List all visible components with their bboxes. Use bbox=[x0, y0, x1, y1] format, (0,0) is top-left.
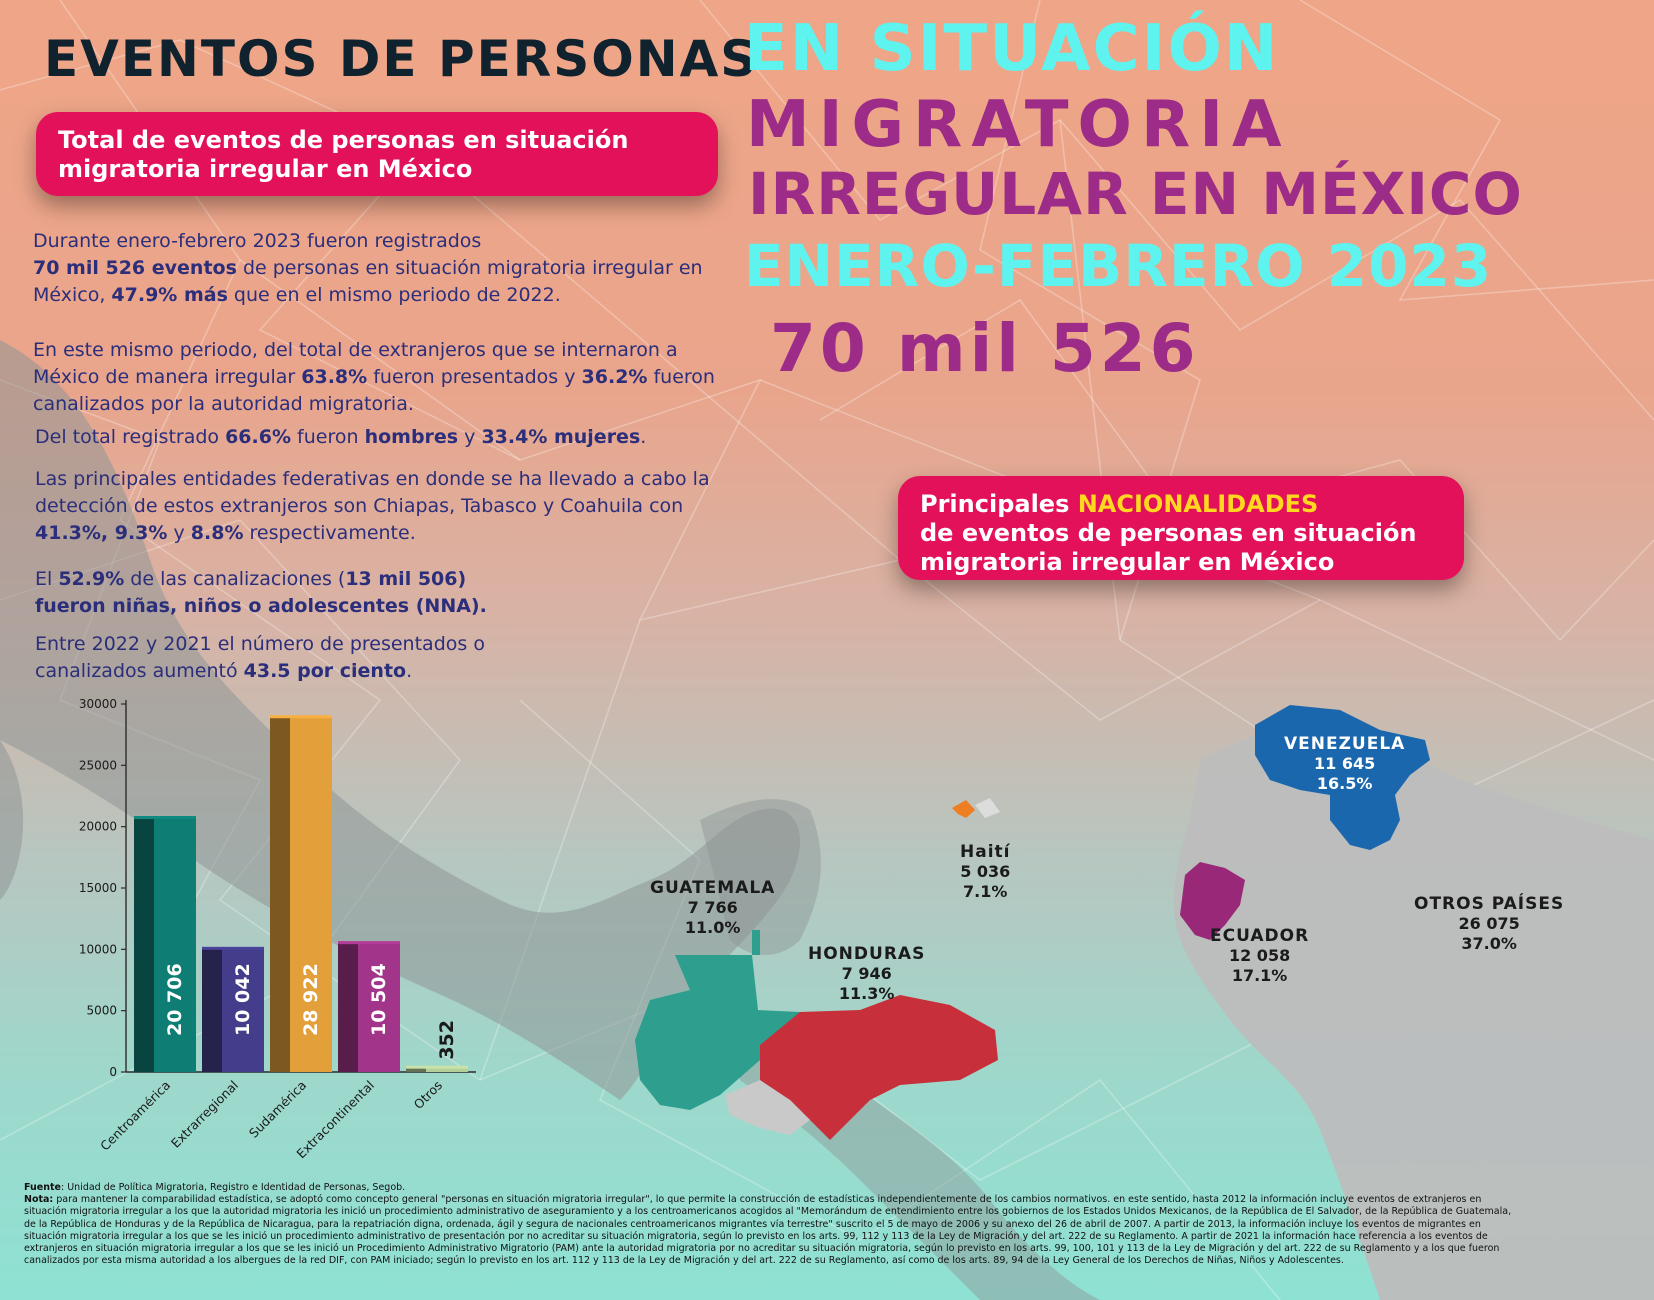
category-label-2: Sudamérica bbox=[245, 1077, 310, 1141]
bar-side-1 bbox=[202, 949, 222, 1072]
label-venezuela bbox=[1284, 734, 1405, 794]
bar-side-3 bbox=[338, 943, 358, 1072]
p6-text-c: . bbox=[406, 660, 413, 682]
p5-bold-pct: 52.9% bbox=[58, 568, 125, 590]
guatemala-value: 7 766 bbox=[687, 898, 738, 917]
haiti-pct: 7.1% bbox=[963, 882, 1008, 901]
p3-text-g: . bbox=[640, 426, 647, 448]
total-events-pill-text: Total de eventos de personas en situación migratoria irregular en México bbox=[58, 126, 629, 183]
p3-bold-men-pct: 66.6% bbox=[225, 426, 291, 448]
p1-text-a: Durante enero-febrero 2023 fueron registrados bbox=[33, 230, 482, 252]
dominican-republic-shape bbox=[975, 798, 1000, 818]
paragraph-growth bbox=[35, 631, 535, 685]
venezuela-name: VENEZUELA bbox=[1284, 734, 1406, 754]
p5-bold-minors: fueron niñas, niños o adolescentes (NNA). bbox=[35, 595, 487, 617]
otros-pct: 37.0% bbox=[1461, 934, 1517, 953]
p2-text-a: En este mismo periodo, del total de extranjeros que se internaron a México de manera irregular bbox=[33, 339, 678, 388]
p1-text-e: que en el mismo periodo de 2022. bbox=[227, 284, 561, 306]
p4-text-c: y bbox=[167, 522, 191, 544]
guatemala-name: GUATEMALA bbox=[650, 878, 776, 898]
y-tick-label: 15000 bbox=[78, 881, 117, 895]
bar-value-label-4: 352 bbox=[436, 1020, 458, 1060]
otros-value: 26 075 bbox=[1458, 914, 1520, 933]
p2-text-e: fueron canalizados por la autoridad migratoria. bbox=[33, 366, 715, 415]
p5-text-a: El bbox=[35, 568, 59, 590]
y-tick-label: 10000 bbox=[78, 942, 117, 957]
category-label-0: Centroamérica bbox=[97, 1077, 174, 1154]
venezuela-value: 11 645 bbox=[1314, 754, 1376, 773]
paragraph-states bbox=[35, 466, 715, 547]
title-line-2: EN SITUACIÓN bbox=[744, 12, 1280, 86]
total-events-pill bbox=[36, 112, 718, 196]
p3-text-c: fueron bbox=[291, 426, 365, 448]
title-line-5: ENERO-FEBRERO 2023 bbox=[744, 232, 1493, 300]
ecuador-name: ECUADOR bbox=[1210, 926, 1310, 946]
paragraph-presented bbox=[33, 337, 733, 418]
footnote bbox=[24, 1182, 1520, 1267]
bar-top-4 bbox=[406, 1066, 468, 1069]
p3-bold-men: hombres bbox=[364, 426, 459, 448]
y-tick-label: 20000 bbox=[78, 819, 117, 834]
otros-name: OTROS PAÍSES bbox=[1414, 894, 1565, 914]
p2-text-c: fueron presentados y bbox=[367, 366, 582, 388]
p6-bold-growth: 43.5 por ciento bbox=[243, 660, 407, 682]
nationalities-pill-accent: NACIONALIDADES bbox=[1077, 490, 1319, 518]
p4-text-a: Las principales entidades federativas en donde se ha llevado a cabo la detección de estos extranjeros son Chiapas, Tabasco y Coahuila con bbox=[35, 468, 710, 517]
title-line-3: MIGRATORIA bbox=[746, 88, 1291, 162]
footnote-fuente-label: Fuente bbox=[24, 1182, 61, 1193]
p4-bold-pcts: 41.3%, 9.3% bbox=[35, 522, 168, 544]
category-label-3: Extracontinental bbox=[293, 1077, 378, 1162]
p4-bold-pct3: 8.8% bbox=[190, 522, 244, 544]
p3-text-e: y bbox=[458, 426, 482, 448]
haiti-name: Haití bbox=[960, 842, 1011, 862]
bar-value-label-2: 28 922 bbox=[300, 963, 322, 1036]
y-tick-label: 0 bbox=[109, 1065, 117, 1079]
label-guatemala bbox=[650, 878, 775, 938]
bar-value-label-1: 10 042 bbox=[232, 963, 254, 1036]
paragraph-gender bbox=[35, 424, 735, 451]
nationalities-pill bbox=[898, 476, 1464, 580]
p2-bold-presented: 63.8% bbox=[301, 366, 368, 388]
bar-value-label-0: 20 706 bbox=[164, 963, 186, 1036]
p5-text-c: de las canalizaciones ( bbox=[124, 568, 346, 590]
category-label-4: Otros bbox=[410, 1077, 446, 1112]
honduras-name: HONDURAS bbox=[808, 944, 926, 964]
bar-side-0 bbox=[134, 818, 154, 1072]
y-tick-label: 5000 bbox=[86, 1003, 117, 1018]
bar-top-3 bbox=[338, 941, 400, 944]
p2-bold-canalized: 36.2% bbox=[581, 366, 648, 388]
label-haiti bbox=[960, 842, 1010, 902]
ecuador-pct: 17.1% bbox=[1231, 966, 1288, 985]
nationalities-pill-prefix: Principales bbox=[920, 490, 1078, 518]
p5-bold-count: 13 mil 506) bbox=[345, 568, 467, 590]
haiti-value: 5 036 bbox=[960, 862, 1011, 881]
venezuela-pct: 16.5% bbox=[1316, 774, 1373, 793]
guatemala-pct: 11.0% bbox=[684, 918, 741, 937]
title-line-1: EVENTOS DE PERSONAS bbox=[44, 30, 759, 88]
title-line-4: IRREGULAR EN MÉXICO bbox=[748, 160, 1523, 228]
ecuador-value: 12 058 bbox=[1228, 946, 1291, 965]
p6-text-a: Entre 2022 y 2021 el número de presentados o canalizados aumentó bbox=[35, 633, 485, 682]
paragraph-total bbox=[33, 228, 733, 309]
footnote-nota-label: Nota: bbox=[24, 1194, 54, 1206]
p1-bold-events: 70 mil 526 eventos bbox=[33, 257, 237, 279]
label-otros-paises bbox=[1414, 894, 1564, 954]
total-events-figure: 70 mil 526 bbox=[770, 310, 1200, 387]
bar-chart bbox=[70, 690, 510, 1170]
category-label-1: Extrarregional bbox=[167, 1077, 242, 1151]
honduras-pct: 11.3% bbox=[838, 984, 895, 1003]
p4-text-e: respectivamente. bbox=[243, 522, 416, 544]
bar-side-2 bbox=[270, 717, 290, 1072]
nationalities-pill-rest: de eventos de personas en situación migratoria irregular en México bbox=[920, 519, 1417, 576]
p1-text-c: de personas en situación migratoria irregular en México, bbox=[33, 257, 703, 306]
paragraph-minors bbox=[35, 566, 555, 620]
bar-top-1 bbox=[202, 947, 264, 950]
p1-bold-percent: 47.9% más bbox=[111, 284, 228, 306]
bar-top-2 bbox=[270, 715, 332, 718]
y-tick-label: 30000 bbox=[78, 697, 117, 711]
footnote-nota: para mantener la comparabilidad estadística, se adoptó como concepto general "personas en situación migratoria irregular", lo que permite la construcción de estadísticas independientemente de los cambios normativos. en este sentido, hasta 2012 la información incluye eventos de extranjeros en situación migratoria irregular a los que la autoridad migratoria les inició un procedimiento administrativo de aseguramiento y a los centroamericanos acogidos al "Memorándum de entendimiento entre los gobiernos de los Estados Unidos Mexicanos, de la República de El Salvador, de la República de Guatemala, de la República de Honduras y de la República de Nicaragua, para la repatriación digna, ordenada, ágil y segura de nacionales centroamericanos migrantes vía terrestre" suscrito el 5 de mayo de 2006 y su anexo del 26 de abril de 2007. A partir de 2013, la información incluye los eventos de migrantes en situación migratoria irregular a los que se les inició un procedimiento administrativo de presentación por no acreditar su situación migratoria, según lo previsto en los arts. 99, 112 y 113 de la Ley de Migración y del art. 222 de su Reglamento. A partir de 2021 la información hace referencia a los eventos de extranjeros en situación migratoria irregular a los que se les inició un Procedimiento Administrativo Migratorio (PAM) ante la autoridad migratoria por no acreditar su situación migratoria, según lo previsto en los arts. 99, 100, 101 y 113 de la Ley de Migración y del art. 222 de su Reglamento y a los que fueron canalizados por esta misma autoridad a los albergues de la red DIF, con PAM iniciado; según lo previsto en los art. 112 y 113 de la Ley de Migración y del art. 222 de su Reglamento, así como de los arts. 89, 94 de la Ley General de los Derechos de Niñas, Niños y Adolescentes. bbox=[24, 1194, 1512, 1267]
label-ecuador bbox=[1210, 926, 1309, 986]
label-honduras bbox=[808, 944, 925, 1004]
bar-top-0 bbox=[134, 816, 196, 819]
y-tick-label: 25000 bbox=[78, 758, 117, 773]
p3-bold-women: 33.4% mujeres bbox=[481, 426, 641, 448]
haiti-shape bbox=[952, 800, 975, 818]
p3-text-a: Del total registrado bbox=[35, 426, 226, 448]
footnote-fuente: : Unidad de Política Migratoria, Registro e Identidad de Personas, Segob. bbox=[60, 1182, 406, 1193]
honduras-value: 7 946 bbox=[841, 964, 892, 983]
bar-value-label-3: 10 504 bbox=[368, 963, 390, 1036]
